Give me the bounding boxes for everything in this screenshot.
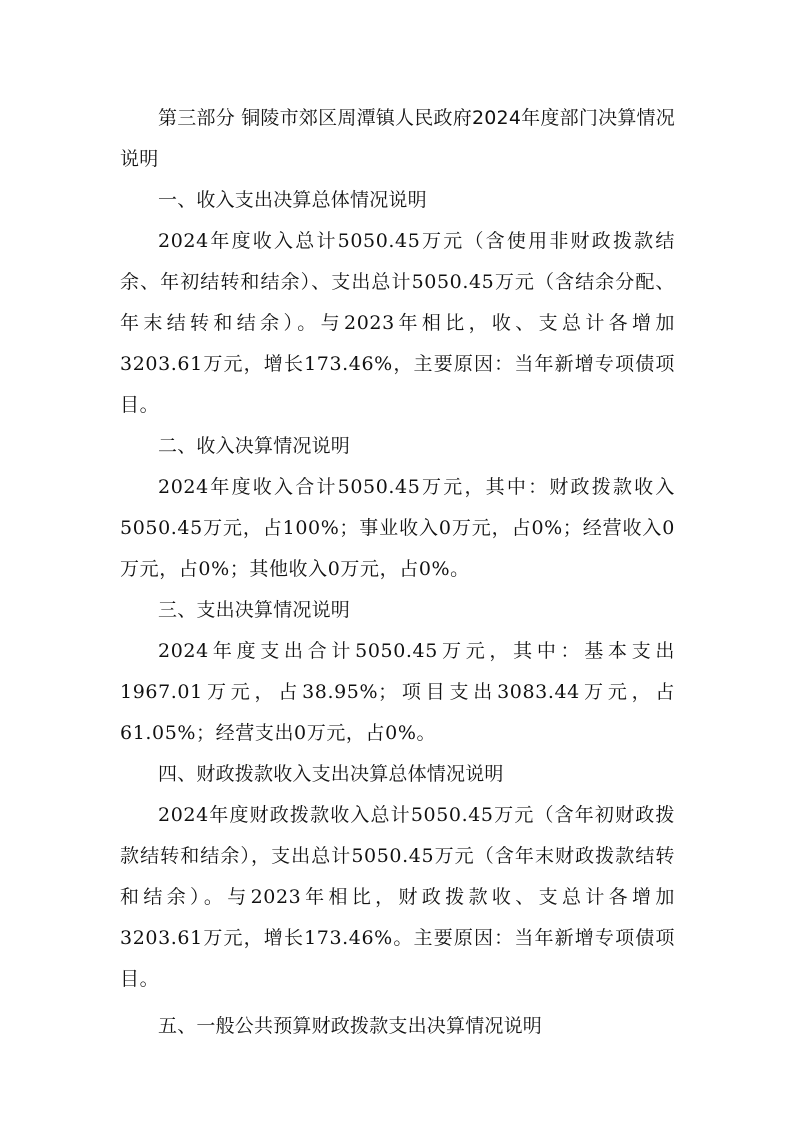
section-4-paragraph: 2024年度财政拨款收入总计5050.45万元（含年初财政拨款结转和结余），支出总计5050.45万元（含年末财政拨款结转和结余）。与2023年相比，财政拨款收、支总计各增加3203.61万元，增长173.46%。主要原因：当年新增专项债项目。 [120,804,675,990]
section-2-heading: 二、收入决算情况说明 [158,435,351,457]
section-1-paragraph: 2024年度收入总计5050.45万元（含使用非财政拨款结余、年初结转和结余）、支出总计5050.45万元（含结余分配、年末结转和结余）。与2023年相比，收、支总计各增加3203.61万元，增长173.46%，主要原因：当年新增专项债项目。 [120,230,675,416]
section-3-heading: 三、支出决算情况说明 [158,599,351,621]
section-2-paragraph: 2024年度收入合计5050.45万元，其中：财政拨款收入5050.45万元，占100%；事业收入0万元，占0%；经营收入0万元，占0%；其他收入0万元，占0%。 [120,476,675,580]
section-5-heading: 五、一般公共预算财政拨款支出决算情况说明 [158,1015,543,1037]
document-body [120,98,675,1047]
document-title: 第三部分 铜陵市郊区周潭镇人民政府2024年度部门决算情况说明 [120,107,675,170]
section-3-paragraph: 2024年度支出合计5050.45万元，其中：基本支出1967.01万元，占38.95%；项目支出3083.44万元，占61.05%；经营支出0万元，占0%。 [120,640,675,744]
section-4-heading: 四、财政拨款收入支出决算总体情况说明 [158,763,504,785]
section-1-heading: 一、收入支出决算总体情况说明 [158,189,427,211]
